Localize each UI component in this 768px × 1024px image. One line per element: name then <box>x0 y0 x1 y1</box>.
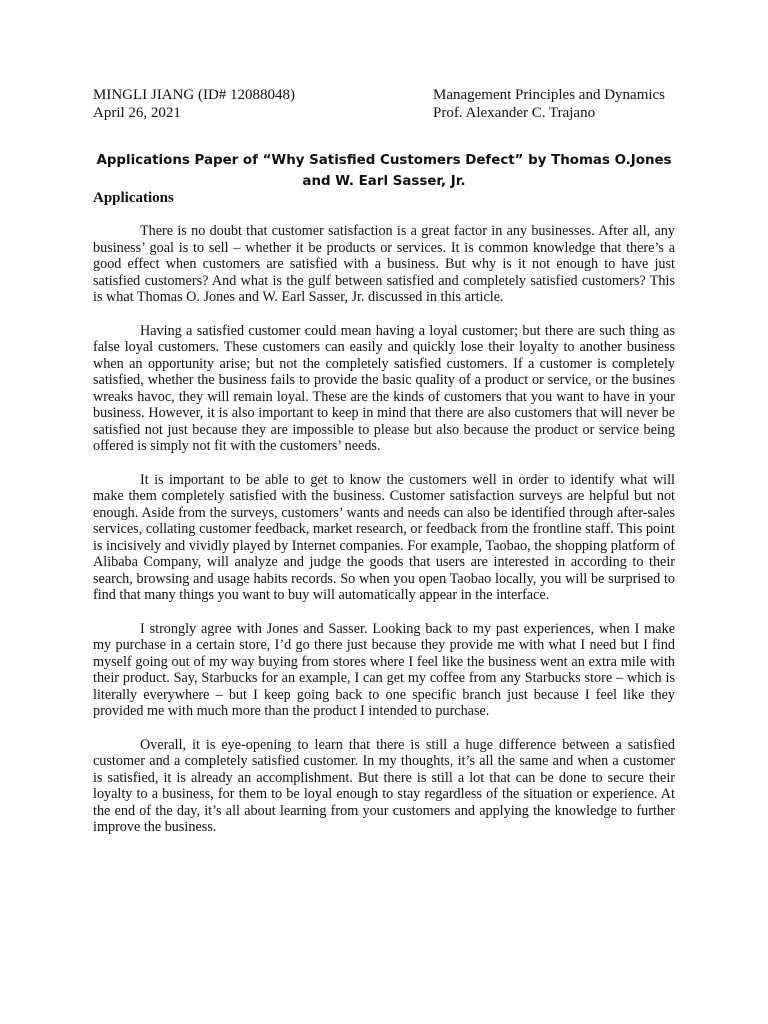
paragraph: There is no doubt that customer satisfaction is a great factor in any businesses. After all, any business’ goal is to sell – whether it be products or services. It is common knowledge that there’s a good effect when customers are satisfied with a business. But why is it not enough to have just satisfied customers? And what is the gulf between satisfied and completely satisfied customers? This is what Thomas O. Jones and W. Earl Sasser, Jr. discussed in this article. <box>93 223 675 305</box>
paper-title: Applications Paper of “Why Satisfied Customers Defect” by Thomas O.Jones and W. Earl Sasser, Jr. <box>96 153 672 189</box>
professor-line: Prof. Alexander C. Trajano <box>433 105 596 121</box>
document-header <box>93 86 673 122</box>
section-heading: Applications <box>93 190 174 206</box>
paragraph: I strongly agree with Jones and Sasser. Looking back to my past experiences, when I make my purchase in a certain store, I’d go there just because they provide me with what I need but I find myself going out of my way buying from stores where I feel like the business went an extra mile with their product. Say, Starbucks for an example, I can get my coffee from any Starbucks store – which is literally everywhere – but I keep going back to one specific branch just because I feel like they provided me with much more than the product I intended to purchase. <box>93 620 675 719</box>
course-line: Management Principles and Dynamics <box>433 87 666 103</box>
paragraph: It is important to be able to get to know the customers well in order to identify what will make them completely satisfied with the business. Customer satisfaction surveys are helpful but not enough. Aside from the surveys, customers’ wants and needs can also be identified through after-sales services, collating customer feedback, market research, or feedback from the frontline staff. This point is incisively and vividly played by Internet companies. For example, Taobao, the shopping platform of Alibaba Company, will analyze and judge the goods that users are interested in according to their search, browsing and usage habits records. So when you open Taobao locally, you will be surprised to find that many things you want to buy will automatically appear in the interface. <box>93 471 675 603</box>
header-row-2 <box>93 104 673 122</box>
author-line: MINGLI JIANG (ID# 12088048) <box>93 87 296 103</box>
date-line: April 26, 2021 <box>93 105 181 121</box>
paragraph: Having a satisfied customer could mean having a loyal customer; but there are such thing as false loyal customers. These customers can easily and quickly lose their loyalty to another business when an opportunity arise; but not the completely satisfied customers. If a customer is completely satisfied, whether the business fails to provide the basic quality of a product or service, or the busines wreaks havoc, they will remain loyal. These are the kinds of customers that you want to have in your business. However, it is also important to keep in mind that there are also customers that will never be satisfied not just because they are impossible to please but also because the product or service being offered is simply not fit with the customers’ needs. <box>93 322 675 454</box>
header-row-1 <box>93 86 673 104</box>
document-body <box>93 223 675 853</box>
paragraph: Overall, it is eye-opening to learn that there is still a huge difference between a satisfied customer and a completely satisfied customer. In my thoughts, it’s all the same and when a customer is satisfied, it is already an accomplishment. But there is still a lot that can be done to secure their loyalty to a business, for them to be loyal enough to stay regardless of the situation or experience. At the end of the day, it’s all about learning from your customers and applying the knowledge to further improve the business. <box>93 736 675 835</box>
